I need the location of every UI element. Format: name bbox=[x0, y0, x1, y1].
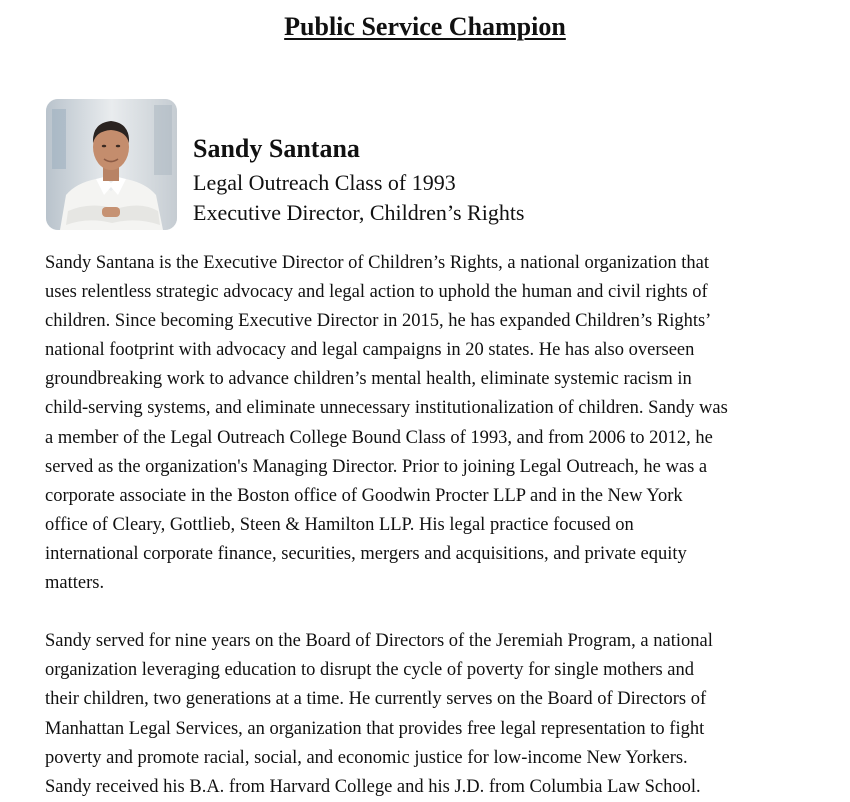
bio-line: corporate associate in the Boston office of Goodwin Procter LLP and in the New York bbox=[45, 485, 683, 506]
person-name: Sandy Santana bbox=[193, 134, 360, 163]
bio-paragraph-2 bbox=[45, 627, 807, 802]
bio-paragraph-1 bbox=[45, 249, 807, 598]
avatar bbox=[46, 99, 177, 230]
bio-line: child-serving systems, and eliminate unnecessary institutionalization of children. Sandy was bbox=[45, 398, 728, 419]
bio-line: national footprint with advocacy and legal campaigns in 20 states. He has also overseen bbox=[45, 340, 695, 361]
job-title: Executive Director, Children’s Rights bbox=[193, 200, 525, 225]
bio-line: matters. bbox=[45, 573, 105, 594]
class-year: Legal Outreach Class of 1993 bbox=[193, 170, 456, 195]
profile-header bbox=[46, 99, 806, 231]
person-portrait-icon bbox=[46, 99, 177, 230]
bio-line: a member of the Legal Outreach College Bound Class of 1993, and from 2006 to 2012, he bbox=[45, 427, 713, 448]
bio-line: Sandy Santana is the Executive Director of Children’s Rights, a national organization that bbox=[45, 253, 709, 273]
bio-line: international corporate finance, securities, mergers and acquisitions, and private equity bbox=[45, 543, 687, 564]
page-title: Public Service Champion bbox=[284, 12, 566, 41]
bio-line: organization leveraging education to disrupt the cycle of poverty for single mothers and bbox=[45, 660, 695, 681]
paragraph-spacer bbox=[45, 598, 807, 627]
bio-line: their children, two generations at a time. He currently serves on the Board of Directors of bbox=[45, 689, 707, 710]
bio-line: Sandy served for nine years on the Board of Directors of the Jeremiah Program, a national bbox=[45, 631, 713, 652]
bio-line: Sandy received his B.A. from Harvard College and his J.D. from Columbia Law School. bbox=[45, 776, 701, 797]
bio-line: uses relentless strategic advocacy and legal action to uphold the human and civil rights of bbox=[45, 282, 708, 303]
bio-line: children. Since becoming Executive Director in 2015, he has expanded Children’s Rights’ bbox=[45, 311, 712, 332]
bio-line: served as the organization's Managing Director. Prior to joining Legal Outreach, he was a bbox=[45, 456, 708, 477]
bio-line: office of Cleary, Gottlieb, Steen & Hamilton LLP. His legal practice focused on bbox=[45, 514, 634, 535]
bio-line: Manhattan Legal Services, an organization that provides free legal representation to fight bbox=[45, 718, 705, 739]
bio-line: groundbreaking work to advance children’s mental health, eliminate systemic racism in bbox=[45, 369, 692, 390]
biography bbox=[45, 249, 807, 802]
bio-line: poverty and promote racial, social, and economic justice for low-income New Yorkers. bbox=[45, 747, 688, 768]
